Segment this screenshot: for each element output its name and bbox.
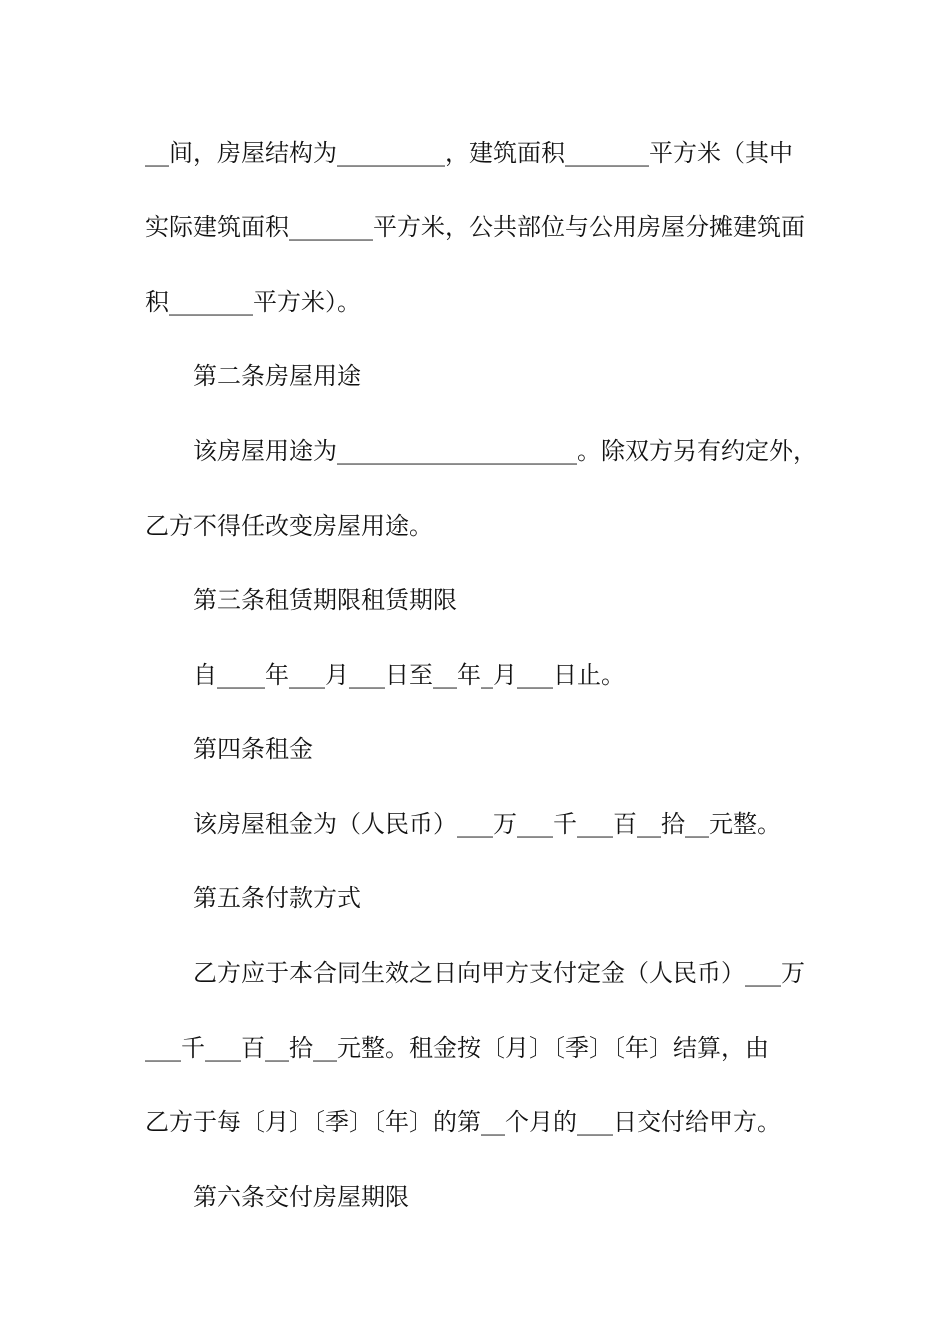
- text-line: 乙方于每〔月〕〔季〕〔年〕的第__个月的___日交付给甲方。: [145, 1108, 781, 1136]
- text-line: __间，房屋结构为_________，建筑面积_______平方米（其中: [145, 139, 793, 167]
- section-heading: 第三条租赁期限租赁期限: [193, 586, 457, 614]
- section-heading: 第六条交付房屋期限: [193, 1183, 409, 1211]
- text-line: 自____年___月___日至__年_月___日止。: [193, 661, 625, 689]
- text-line: 该房屋用途为____________________。除双方另有约定外，: [193, 437, 817, 465]
- section-heading: 第五条付款方式: [193, 884, 361, 912]
- text-line: 该房屋租金为（人民币）___万___千___百__拾__元整。: [193, 810, 781, 838]
- section-heading: 第二条房屋用途: [193, 362, 361, 390]
- text-line: 乙方不得任改变房屋用途。: [145, 512, 433, 540]
- text-line: 乙方应于本合同生效之日向甲方支付定金（人民币）___万: [193, 959, 805, 987]
- text-line: 积_______平方米）。: [145, 288, 361, 316]
- section-heading: 第四条租金: [193, 735, 313, 763]
- text-line: ___千___百__拾__元整。租金按〔月〕〔季〕〔年〕结算，由: [145, 1034, 769, 1062]
- text-line: 实际建筑面积_______平方米，公共部位与公用房屋分摊建筑面: [145, 213, 805, 241]
